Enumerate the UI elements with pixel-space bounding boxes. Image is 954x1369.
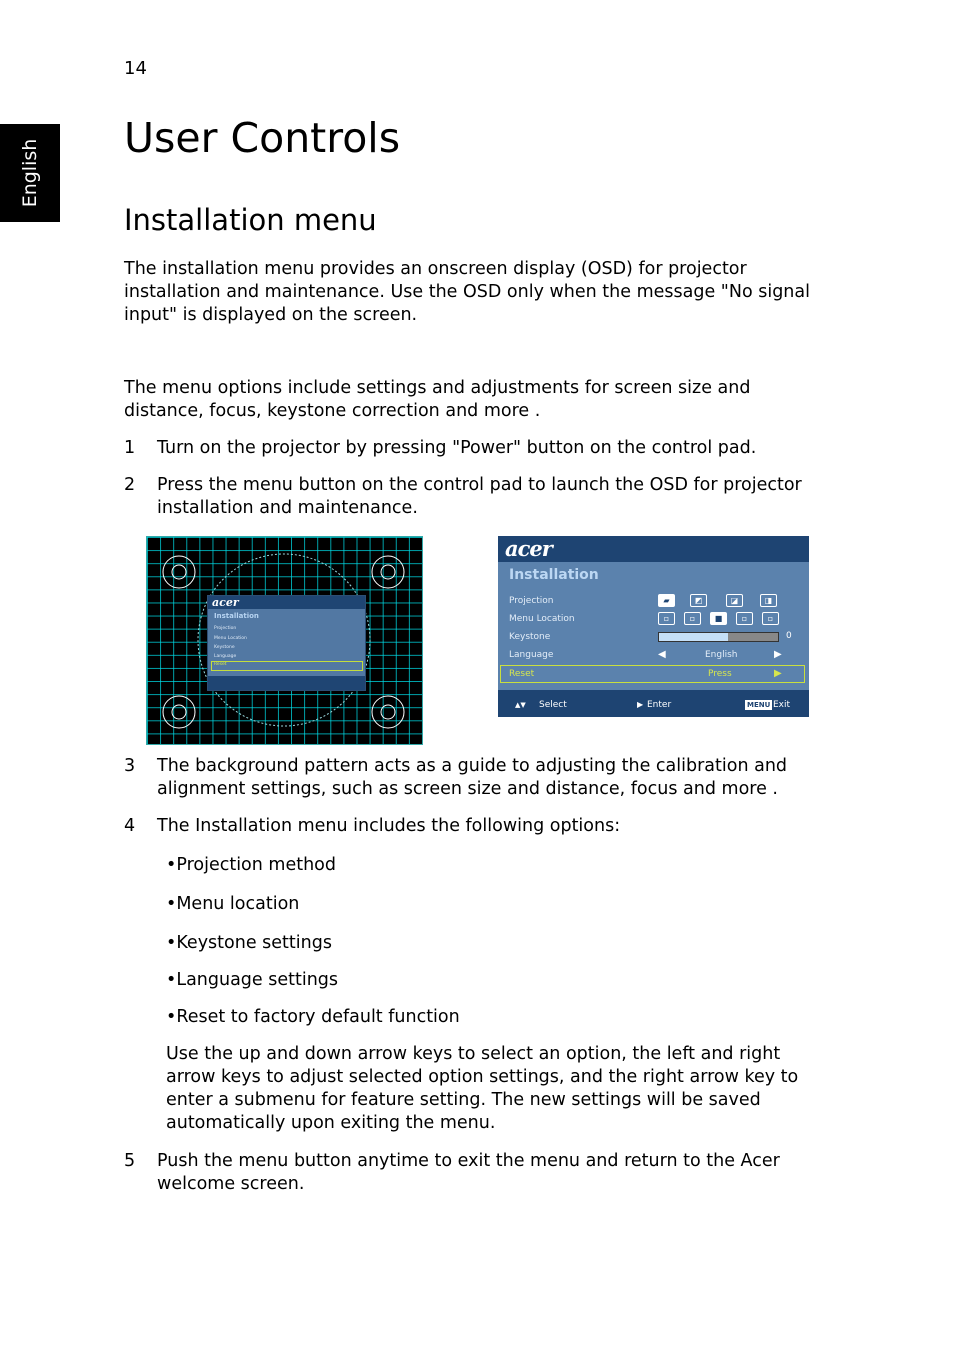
osd-label-keystone[interactable]: Keystone [509, 632, 551, 642]
option-menu-location: •Menu location [166, 894, 300, 914]
mini-osd-footer [208, 676, 365, 690]
mini-osd-row-keystone: Keystone [214, 645, 235, 650]
keystone-value: 0 [786, 631, 792, 641]
calibration-grid-screenshot [146, 536, 423, 745]
osd-title: Installation [509, 567, 599, 583]
step-3 [124, 755, 824, 801]
osd-label-reset[interactable]: Reset [509, 669, 535, 679]
mini-osd-title: Installation [214, 612, 259, 620]
section-heading: Installation menu [124, 203, 377, 237]
step-text: Turn on the projector by pressing "Power" button on the control pad. [157, 438, 757, 458]
step-text: Push the menu button anytime to exit the menu and return to the Acer welcome screen. [157, 1151, 780, 1194]
option-keystone-settings: •Keystone settings [166, 933, 332, 953]
mini-osd-row-reset: Reset [214, 662, 227, 667]
projection-rear-ceiling-icon[interactable]: ◨ [760, 594, 777, 607]
mini-osd-row-language: Language [214, 654, 237, 659]
installation-osd-menu [498, 536, 809, 717]
page-number: 14 [124, 58, 147, 79]
step-number: 1 [124, 438, 136, 458]
footer-enter-label: Enter [647, 700, 672, 710]
projection-ceiling-icon[interactable]: ◩ [690, 594, 707, 607]
keystone-slider[interactable] [658, 632, 779, 642]
menu-location-center-icon[interactable]: ■ [710, 612, 727, 625]
osd-label-projection[interactable]: Projection [509, 596, 554, 606]
menu-location-bottom-right-icon[interactable]: ▫ [762, 612, 779, 625]
language-value: English [705, 650, 738, 660]
step-text: The Installation menu includes the following options: [157, 816, 621, 836]
intro-paragraph-2: The menu options include settings and adjustments for screen size and distance, focus, keystone correction and more . [124, 378, 751, 421]
keystone-slider-fill [659, 633, 728, 641]
navigation-note: Use the up and down arrow keys to select an option, the left and right arrow keys to adjust selected option settings, and the right arrow key to enter a submenu for feature setting. The new settings will be saved automatically upon exiting the menu. [166, 1044, 799, 1133]
reset-value: Press [708, 669, 732, 679]
option-reset: •Reset to factory default function [166, 1007, 460, 1027]
footer-select-label: Select [539, 700, 567, 710]
osd-label-language[interactable]: Language [509, 650, 554, 660]
language-left-arrow-icon[interactable]: ◀ [658, 649, 666, 660]
step-number: 3 [124, 756, 136, 776]
osd-label-menu-location[interactable]: Menu Location [509, 614, 575, 624]
mini-osd-row-menu-location: Menu Location [214, 636, 247, 641]
step-2 [124, 474, 824, 520]
language-right-arrow-icon[interactable]: ▶ [774, 649, 782, 660]
option-language-settings: •Language settings [166, 970, 339, 990]
footer-enter-arrow-icon: ▶ [637, 700, 644, 709]
acer-logo-small: acer [212, 596, 239, 609]
intro-paragraph-1: The installation menu provides an onscreen display (OSD) for projector installation and maintenance. Use the OSD only when the message "No signal input" is displayed on the screen. [124, 259, 810, 325]
mini-osd-row-projection: Projection [214, 626, 237, 631]
step-number: 4 [124, 816, 136, 836]
mini-osd-menu [207, 595, 366, 691]
step-text: The background pattern acts as a guide to adjusting the calibration and alignment settings, such as screen size and distance, focus and more . [157, 756, 788, 799]
projection-rear-icon[interactable]: ◪ [726, 594, 743, 607]
reset-right-arrow-icon[interactable]: ▶ [774, 668, 782, 679]
reset-row-highlight[interactable] [500, 665, 805, 683]
page-title: User Controls [124, 114, 401, 162]
mini-osd-highlight [211, 661, 363, 671]
step-number: 2 [124, 475, 136, 495]
step-4 [124, 815, 824, 838]
language-side-tab [0, 124, 60, 222]
menu-location-bottom-left-icon[interactable]: ▫ [736, 612, 753, 625]
acer-logo: acer [505, 536, 552, 561]
side-tab-label: English [19, 138, 41, 208]
step-1 [124, 437, 824, 460]
menu-location-top-right-icon[interactable]: ▫ [684, 612, 701, 625]
menu-badge: MENU [747, 701, 771, 709]
menu-location-top-left-icon[interactable]: ▫ [658, 612, 675, 625]
option-projection-method: •Projection method [166, 855, 337, 875]
step-text: Press the menu button on the control pad to launch the OSD for projector installation and maintenance. [157, 475, 802, 518]
footer-exit-label: Exit [773, 700, 791, 710]
up-down-arrows-icon: ▲▼ [515, 701, 526, 709]
step-number: 5 [124, 1151, 136, 1171]
projection-front-icon[interactable]: ▰ [658, 594, 675, 607]
step-5 [124, 1150, 824, 1196]
